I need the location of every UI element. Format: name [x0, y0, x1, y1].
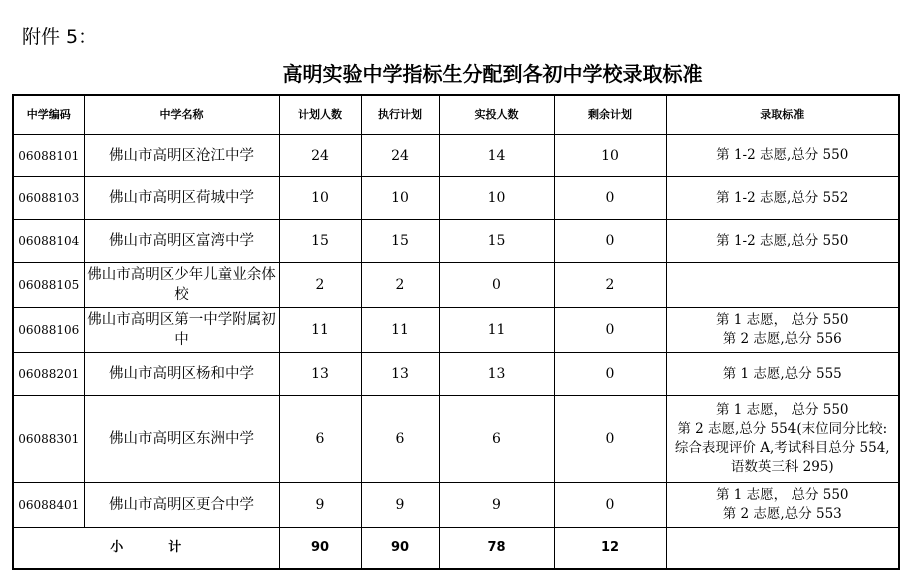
standard-line: 语数英三科 295)	[730, 459, 834, 475]
remaining-count: 0	[554, 483, 666, 528]
table-row	[13, 135, 899, 177]
school-name: 佛山市高明区第一中学附属初中	[84, 308, 279, 353]
header-remaining: 剩余计划	[554, 95, 666, 135]
applied-count: 10	[439, 177, 554, 220]
table-row	[13, 177, 899, 220]
total-executed: 90	[361, 528, 439, 570]
planned-count: 6	[279, 396, 361, 483]
planned-count: 24	[279, 135, 361, 177]
admission-table	[12, 94, 900, 570]
executed-count: 2	[361, 263, 439, 308]
total-label-first: 小	[110, 540, 125, 555]
total-planned: 90	[279, 528, 361, 570]
planned-count: 2	[279, 263, 361, 308]
school-code: 06088104	[13, 220, 84, 263]
header-name: 中学名称	[84, 95, 279, 135]
total-remaining: 12	[554, 528, 666, 570]
attachment-label: 附件 5：	[22, 26, 98, 48]
admission-standard	[666, 263, 899, 308]
header-applied: 实投人数	[439, 95, 554, 135]
header-executed: 执行计划	[361, 95, 439, 135]
executed-count: 11	[361, 308, 439, 353]
planned-count: 10	[279, 177, 361, 220]
executed-count: 9	[361, 483, 439, 528]
executed-count: 13	[361, 353, 439, 396]
admission-standard	[666, 220, 899, 263]
planned-count: 9	[279, 483, 361, 528]
applied-count: 14	[439, 135, 554, 177]
executed-count: 15	[361, 220, 439, 263]
admission-standard	[666, 396, 899, 483]
standard-line: 第 1-2 志愿,总分 550	[716, 232, 849, 249]
executed-count: 10	[361, 177, 439, 220]
standard-line: 第 1 志愿， 总分 550	[715, 402, 849, 418]
applied-count: 15	[439, 220, 554, 263]
table-row	[13, 483, 899, 528]
table-row	[13, 220, 899, 263]
applied-count: 13	[439, 353, 554, 396]
school-name: 佛山市高明区东洲中学	[84, 396, 279, 483]
standard-line: 第 1 志愿， 总分 550	[715, 312, 849, 328]
school-code: 06088106	[13, 308, 84, 353]
school-name: 佛山市高明区杨和中学	[84, 353, 279, 396]
document-title: 高明实验中学指标生分配到各初中学校录取标准	[282, 62, 703, 86]
remaining-count: 0	[554, 177, 666, 220]
remaining-count: 0	[554, 220, 666, 263]
header-standard: 录取标准	[666, 95, 899, 135]
standard-line: 第 2 志愿,总分 554(末位同分比较:	[677, 421, 888, 437]
school-name: 佛山市高明区更合中学	[84, 483, 279, 528]
total-standard-empty	[666, 528, 899, 570]
executed-count: 6	[361, 396, 439, 483]
remaining-count: 0	[554, 396, 666, 483]
admission-standard	[666, 177, 899, 220]
remaining-count: 2	[554, 263, 666, 308]
table-row	[13, 263, 899, 308]
header-code: 中学编码	[13, 95, 84, 135]
applied-count: 11	[439, 308, 554, 353]
executed-count: 24	[361, 135, 439, 177]
header-planned: 计划人数	[279, 95, 361, 135]
applied-count: 6	[439, 396, 554, 483]
applied-count: 9	[439, 483, 554, 528]
school-code: 06088101	[13, 135, 84, 177]
admission-standard	[666, 308, 899, 353]
remaining-count: 0	[554, 308, 666, 353]
school-code: 06088105	[13, 263, 84, 308]
remaining-count: 10	[554, 135, 666, 177]
total-row	[13, 528, 899, 570]
school-code: 06088103	[13, 177, 84, 220]
table-row	[13, 396, 899, 483]
standard-line: 第 1-2 志愿,总分 552	[716, 189, 849, 206]
school-code: 06088401	[13, 483, 84, 528]
total-applied: 78	[439, 528, 554, 570]
admission-standard	[666, 353, 899, 396]
table-row	[13, 308, 899, 353]
school-code: 06088201	[13, 353, 84, 396]
standard-line: 第 1-2 志愿,总分 550	[716, 147, 849, 163]
standard-line: 第 2 志愿,总分 553	[722, 506, 842, 522]
standard-line: 第 1 志愿， 总分 550	[715, 487, 849, 503]
planned-count: 15	[279, 220, 361, 263]
planned-count: 13	[279, 353, 361, 396]
school-code: 06088301	[13, 396, 84, 483]
standard-line: 综合表现评价 A,考试科目总分 554,	[674, 440, 890, 456]
total-label	[13, 528, 279, 570]
admission-standard	[666, 135, 899, 177]
table-row	[13, 353, 899, 396]
school-name: 佛山市高明区荷城中学	[84, 177, 279, 220]
school-name: 佛山市高明区少年儿童业余体校	[84, 263, 279, 308]
remaining-count: 0	[554, 353, 666, 396]
standard-line: 第 1 志愿,总分 555	[722, 365, 842, 382]
applied-count: 0	[439, 263, 554, 308]
planned-count: 11	[279, 308, 361, 353]
table-header-row	[13, 95, 899, 135]
standard-line: 第 2 志愿,总分 556	[722, 331, 842, 347]
school-name: 佛山市高明区富湾中学	[84, 220, 279, 263]
school-name: 佛山市高明区沧江中学	[84, 135, 279, 177]
admission-standard	[666, 483, 899, 528]
total-label-second: 计	[168, 540, 183, 555]
